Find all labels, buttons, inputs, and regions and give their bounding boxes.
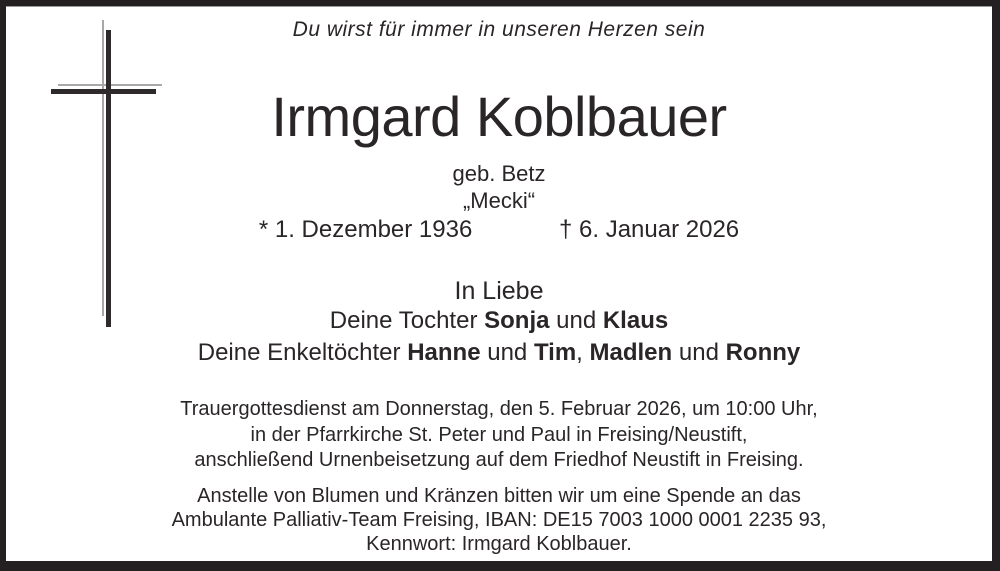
- family-line-grandchildren: [6, 339, 992, 367]
- family-text: ,: [576, 339, 590, 366]
- family-member-name: Madlen: [589, 339, 673, 366]
- epigraph-text: Du wirst für immer in unseren Herzen sein: [292, 18, 706, 41]
- scan-border-top: [0, 0, 1000, 6]
- death-date: † 6. Januar 2026: [559, 216, 740, 243]
- birth-date: * 1. Dezember 1936: [258, 216, 473, 243]
- scan-border-right: [992, 0, 1000, 571]
- life-dates: [6, 216, 992, 244]
- deceased-name: Irmgard Koblbauer: [271, 85, 727, 148]
- closing-phrase: In Liebe: [454, 277, 544, 305]
- text-line: in der Pfarrkirche St. Peter und Paul in Freising/Neustift,: [250, 423, 748, 446]
- family-member-name: Hanne: [407, 339, 481, 366]
- donation-request: [6, 484, 992, 556]
- family-line-daughter: [6, 307, 992, 335]
- family-member-name: Ronny: [725, 339, 801, 366]
- text-line: Trauergottesdienst am Donnerstag, den 5. Februar 2026, um 10:00 Uhr,: [180, 398, 818, 420]
- family-text: und: [672, 339, 726, 366]
- text-line: anschließend Urnenbeisetzung auf dem Friedhof Neustift in Freising.: [194, 449, 804, 471]
- text-line: Anstelle von Blumen und Kränzen bitten wir um eine Spende an das: [197, 485, 801, 507]
- family-text: und: [480, 339, 534, 366]
- text-line: Ambulante Palliativ-Team Freising, IBAN: DE15 7003 1000 0001 2235 93,: [171, 509, 827, 531]
- family-member-name: Tim: [533, 339, 577, 366]
- text-line: Kennwort: Irmgard Koblbauer.: [366, 533, 632, 555]
- nickname: „Mecki“: [462, 188, 536, 213]
- family-text: Deine Tochter: [329, 307, 485, 334]
- maiden-name: geb. Betz: [452, 161, 546, 186]
- family-member-name: Sonja: [484, 307, 550, 334]
- family-text: und: [549, 307, 603, 334]
- scan-border-bottom: [0, 561, 1000, 571]
- service-announcement: [6, 397, 992, 474]
- family-member-name: Klaus: [602, 307, 669, 334]
- family-text: Deine Enkeltöchter: [197, 339, 408, 366]
